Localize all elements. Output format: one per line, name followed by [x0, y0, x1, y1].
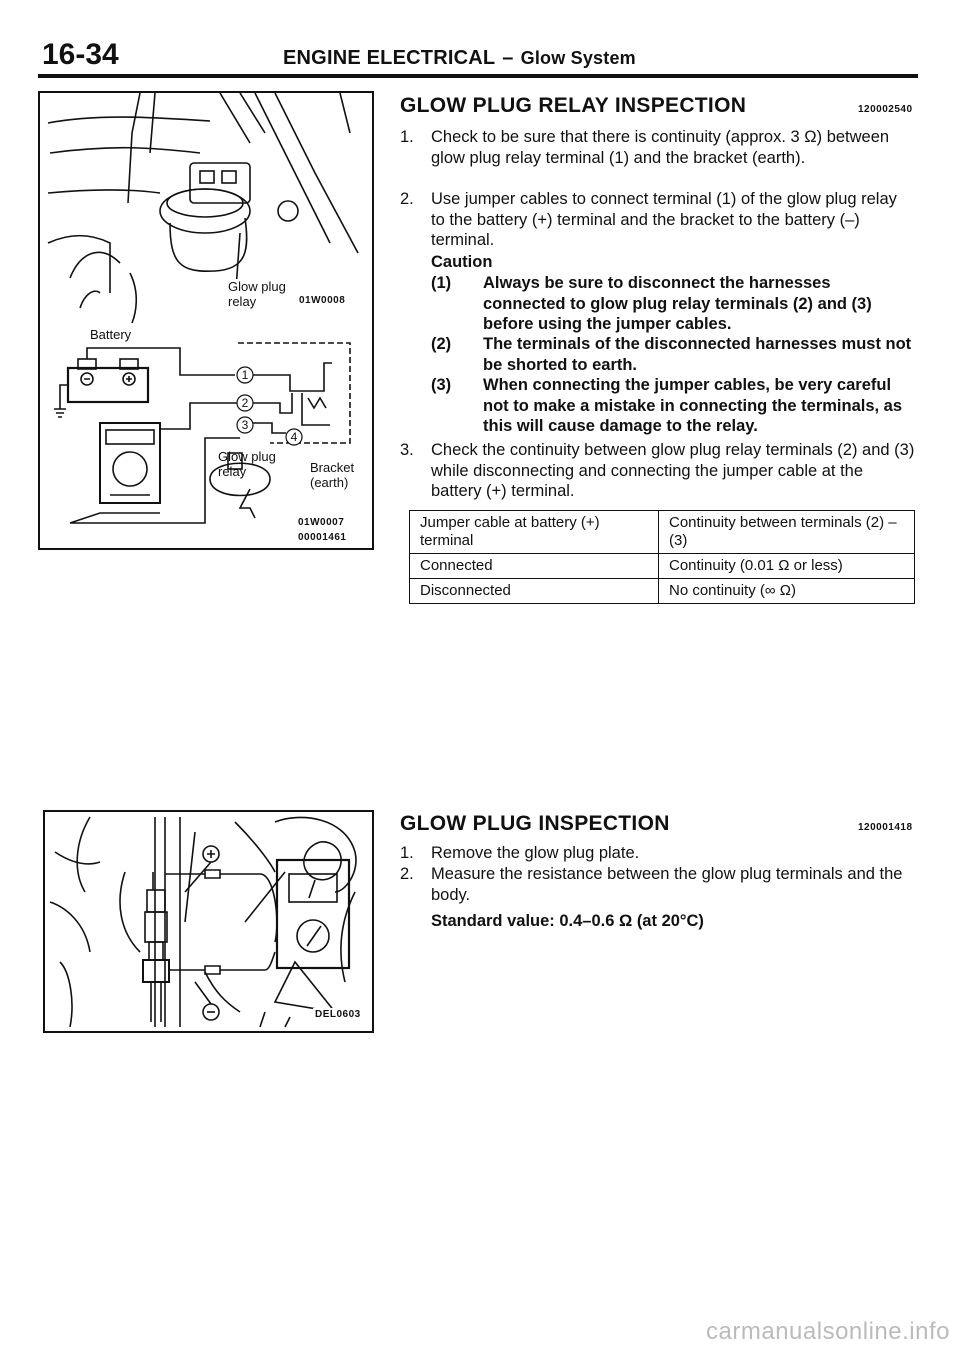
- relay-step-3-text: Check the continuity between glow plug relay terminals (2) and (3) while disconnecting and connecting the jumper cable at the battery (+) terminal.: [431, 441, 915, 500]
- page-number: 16-34: [42, 38, 119, 71]
- table-header-cell: Jumper cable at battery (+) terminal: [410, 511, 659, 554]
- table-header-row: [410, 511, 915, 554]
- footer-watermark: carmanualsonline.info: [706, 1318, 950, 1345]
- plug-inspection-title: GLOW PLUG INSPECTION: [400, 812, 670, 835]
- terminal-4-label: 4: [290, 430, 298, 444]
- relay-step-1-number: 1.: [400, 128, 414, 146]
- continuity-table: [409, 510, 915, 604]
- header-rule: [38, 74, 918, 78]
- standard-value: Standard value: 0.4–0.6 Ω (at 20°C): [431, 912, 704, 930]
- glow-plug-illustration: [45, 812, 372, 1031]
- terminal-2-label: 2: [241, 396, 249, 410]
- caution-2-text: The terminals of the disconnected harnesses must not be shorted to earth.: [483, 335, 912, 374]
- bracket-earth-label: Bracket (earth): [310, 460, 355, 490]
- title-separator: –: [502, 47, 514, 69]
- caution-1-number: (1): [431, 274, 452, 292]
- relay-step-2-number: 2.: [400, 190, 414, 208]
- terminal-1-label: 1: [241, 368, 249, 382]
- glow-plug-figure: [43, 810, 374, 1033]
- relay-step-3-number: 3.: [400, 441, 414, 459]
- figure1-relay-label-top: Glow plug relay: [228, 279, 298, 309]
- plug-step-2-number: 2.: [400, 865, 414, 883]
- caution-title: Caution: [431, 253, 493, 271]
- table-header-cell: Continuity between terminals (2) – (3): [659, 511, 915, 554]
- figure1-code-top: 01W0008: [299, 295, 346, 306]
- table-row: [410, 579, 915, 604]
- caution-3-text: When connecting the jumper cables, be very careful not to make a mistake in connecting the terminals, as this will cause damage to the relay.: [483, 376, 903, 435]
- plug-step-1-text: Remove the glow plug plate.: [431, 844, 640, 862]
- plug-step-1-number: 1.: [400, 844, 414, 862]
- battery-label: Battery: [90, 327, 132, 342]
- table-cell: Disconnected: [410, 579, 659, 604]
- caution-3-number: (3): [431, 376, 452, 394]
- table-row: [410, 554, 915, 579]
- figure1-code-bottom-2: 00001461: [298, 532, 347, 543]
- figure2-code: DEL0603: [315, 1009, 361, 1020]
- section-title: ENGINE ELECTRICAL: [283, 47, 496, 69]
- subsection-title: Glow System: [520, 48, 636, 68]
- relay-figure: [38, 91, 374, 550]
- relay-inspection-code: 120002540: [858, 104, 913, 115]
- plug-inspection-code: 120001418: [858, 822, 913, 833]
- caution-1-text: Always be sure to disconnect the harnesses connected to glow plug relay terminals (2) and (3) before using the jumper cables.: [483, 274, 872, 333]
- terminal-3-label: 3: [241, 418, 249, 432]
- table-cell: No continuity (∞ Ω): [659, 579, 915, 604]
- figure1-code-bottom-1: 01W0007: [298, 517, 345, 528]
- table-cell: Connected: [410, 554, 659, 579]
- caution-2-number: (2): [431, 335, 452, 353]
- figure1-relay-label: Glow plug relay: [218, 449, 276, 479]
- relay-inspection-title: GLOW PLUG RELAY INSPECTION: [400, 94, 747, 117]
- page-title: [283, 47, 636, 70]
- relay-step-2-text: Use jumper cables to connect terminal (1) of the glow plug relay to the battery (+) terminal and the bracket to the battery (–) terminal.: [431, 190, 897, 249]
- plug-step-2-text: Measure the resistance between the glow plug terminals and the body.: [431, 865, 903, 904]
- relay-step-1-text: Check to be sure that there is continuity (approx. 3 Ω) between glow plug relay terminal (1) and the bracket (earth).: [431, 128, 890, 167]
- table-cell: Continuity (0.01 Ω or less): [659, 554, 915, 579]
